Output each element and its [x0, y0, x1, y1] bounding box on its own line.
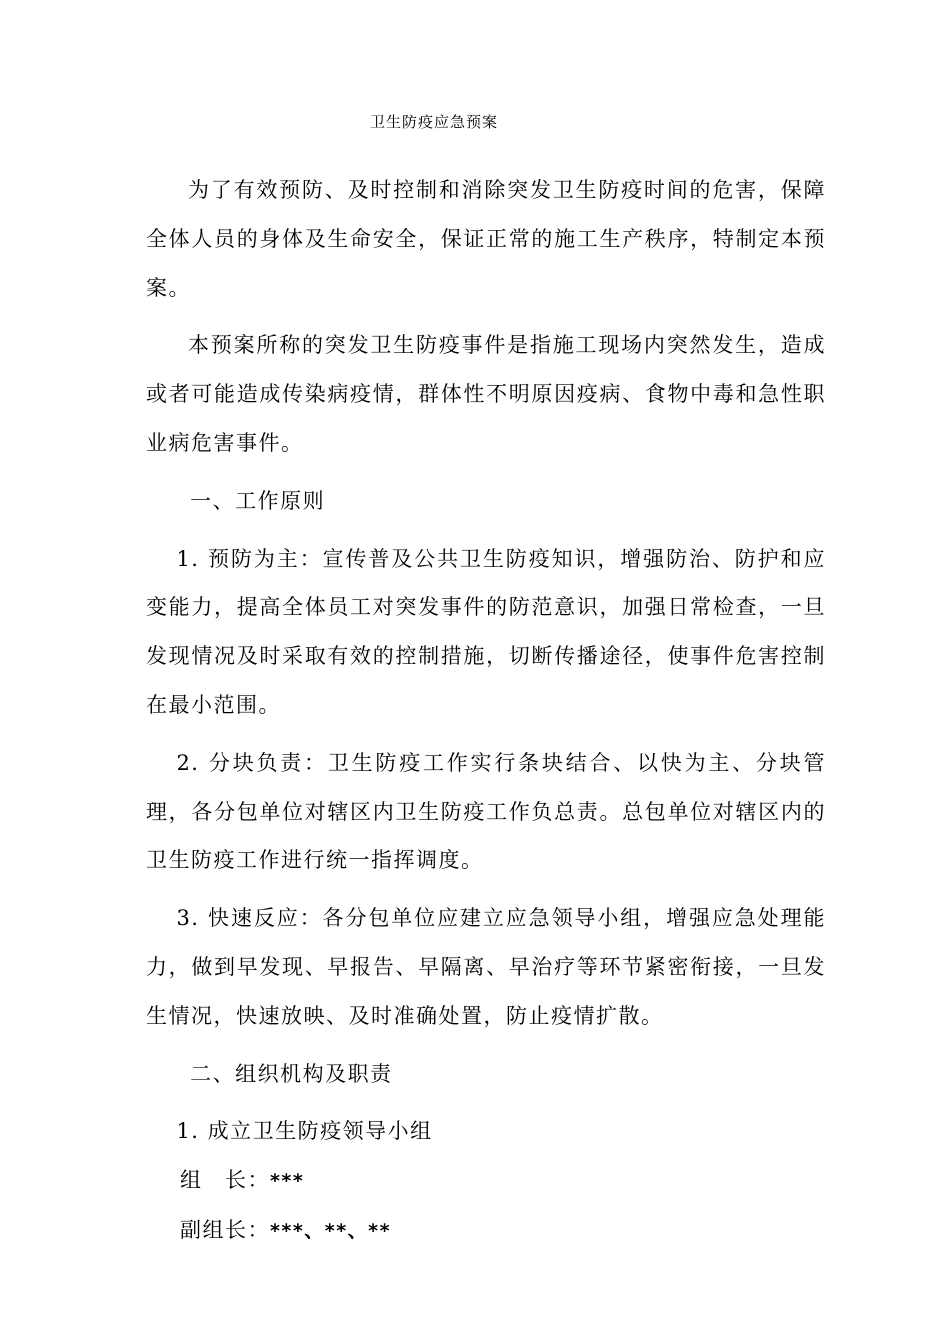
leader-name: ***: [270, 1170, 305, 1193]
principle-item-1: 1. 预防为主：宣传普及公共卫生防疫知识，增强防治、防护和应变能力，提高全体员工对突发事件的防范意识，加强日常检查，一旦发现情况及时采取有效的控制措施，切断传播途径，使事件危害控制在最小范围。: [146, 546, 826, 717]
principle-item-3: 3. 快速反应：各分包单位应建立应急领导小组，增强应急处理能力，做到早发现、早报告、早隔离、早治疗等环节紧密衔接，一旦发生情况，快速放映、及时准确处置，防止疫情扩散。: [146, 906, 826, 1028]
intro-paragraph-1: 为了有效预防、及时控制和消除突发卫生防疫时间的危害，保障全体人员的身体及生命安全，保证正常的施工生产秩序，特制定本预案。: [146, 178, 826, 300]
document-title: 卫生防疫应急预案: [369, 113, 498, 131]
principle-item-2: 2. 分块负责：卫生防疫工作实行条块结合、以快为主、分块管理，各分包单位对辖区内卫生防疫工作负总责。总包单位对辖区内的卫生防疫工作进行统一指挥调度。: [146, 750, 826, 873]
leader-line: [146, 1156, 826, 1206]
document-body: [146, 166, 826, 1256]
intro-paragraph-2: 本预案所称的突发卫生防疫事件是指施工现场内突然发生，造成或者可能造成传染病疫情，群体性不明原因疫病、食物中毒和急性职业病危害事件。: [146, 333, 826, 455]
section-heading-work-principles: 一、工作原则: [190, 488, 326, 513]
deputy-leader-line: [146, 1206, 826, 1256]
leader-label: 组 长：: [180, 1168, 270, 1193]
deputy-leader-names: ***、**、**: [270, 1219, 392, 1242]
organization-item-1: 1. 成立卫生防疫领导小组: [176, 1119, 433, 1144]
section-heading-organization: 二、组织机构及职责: [190, 1061, 393, 1086]
deputy-leader-label: 副组长：: [180, 1217, 270, 1242]
